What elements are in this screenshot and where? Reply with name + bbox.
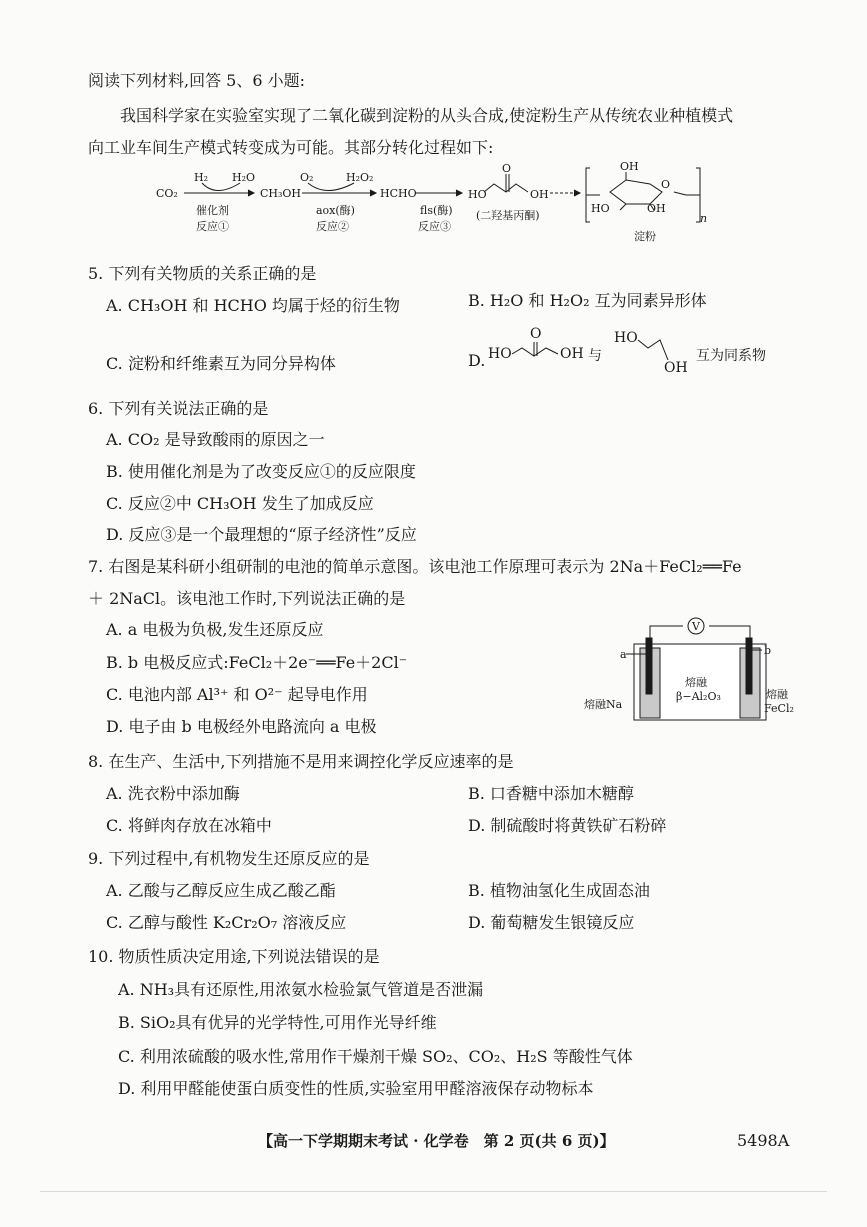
starch-name-label: 淀粉	[634, 230, 656, 243]
reaction1-curve	[202, 183, 240, 191]
question-5-option-b: B. H₂O 和 H₂O₂ 互为同素异形体	[468, 291, 707, 310]
question-7-option-d: D. 电子由 b 电极经外电路流向 a 电极	[106, 717, 377, 736]
reaction1-arrowhead	[248, 190, 254, 196]
question-8-stem: 8. 在生产、生活中,下列措施不是用来调控化学反应速率的是	[88, 752, 514, 771]
question-6-option-b: B. 使用催化剂是为了改变反应①的反应限度	[106, 462, 416, 481]
battery-diagram	[582, 612, 804, 732]
material-text-line1: 我国科学家在实验室实现了二氧化碳到淀粉的从头合成,使淀粉生产从传统农业种植模式	[120, 106, 734, 125]
question-7-stem-line2: ＋ 2NaCl。该电池工作时,下列说法正确的是	[88, 589, 406, 608]
electrolyte-label-line1: 熔融	[685, 676, 707, 689]
electrode-a-label: a	[620, 648, 627, 661]
starch-ho-bond	[620, 204, 626, 210]
question-9-option-d: D. 葡萄糖发生银镜反应	[468, 913, 635, 932]
question-6-option-d: D. 反应③是一个最理想的“原子经济性”反应	[106, 525, 417, 544]
d-oh1-label: OH	[560, 346, 584, 362]
hcho-label: HCHO	[380, 187, 417, 200]
starch-oh-label: OH	[620, 160, 639, 173]
dha-carbonyl-o-label: O	[502, 162, 512, 175]
h2o-label: H₂O	[232, 171, 256, 184]
footer-divider	[40, 1191, 827, 1192]
question-10-stem: 10. 物质性质决定用途,下列说法错误的是	[88, 947, 380, 966]
fls-enzyme-label: fls(酶)	[420, 204, 453, 217]
dha-name-label: (二羟基丙酮)	[476, 209, 540, 222]
footer-title: 【高一下学期期末考试 · 化学卷 第 2 页(共 6 页)】	[258, 1132, 615, 1150]
question-6-option-a: A. CO₂ 是导致酸雨的原因之一	[106, 430, 325, 449]
electrode-b-label: b	[764, 644, 772, 657]
reading-instruction: 阅读下列材料,回答 5、6 小题:	[88, 71, 306, 90]
electrode-b	[746, 638, 752, 694]
question-10-option-c: C. 利用浓硫酸的吸水性,常用作干燥剂干燥 SO₂、CO₂、H₂S 等酸性气体	[118, 1047, 633, 1066]
reaction2-arrowhead	[370, 190, 376, 196]
reaction1-label: 反应①	[196, 220, 229, 233]
question-5-option-c: C. 淀粉和纤维素互为同分异构体	[106, 354, 336, 373]
starch-ring	[610, 180, 662, 204]
molten-na-label: 熔融Na	[584, 698, 623, 711]
starch-ho-label: HO	[591, 202, 610, 215]
question-7-stem-line1: 7. 右图是某科研小组研制的电池的简单示意图。该电池工作原理可表示为 2Na＋FeCl₂══Fe	[88, 557, 742, 576]
question-10-option-b: B. SiO₂具有优异的光学特性,可用作光导纤维	[118, 1013, 437, 1032]
molten-fecl2-label-line2: FeCl₂	[764, 702, 794, 715]
question-9-option-c: C. 乙醇与酸性 K₂Cr₂O₇ 溶液反应	[106, 913, 347, 932]
h2-label: H₂	[194, 171, 209, 184]
molten-fecl2-label-line1: 熔融	[766, 688, 788, 701]
d-suffix-label: 互为同系物	[696, 348, 766, 364]
catalyst-label: 催化剂	[196, 204, 229, 217]
starch-ring-o-label: O	[661, 178, 671, 191]
material-text-line2: 向工业车间生产模式转变成为可能。其部分转化过程如下:	[88, 138, 494, 157]
question-10-option-a: A. NH₃具有还原性,用浓氨水检验氯气管道是否泄漏	[118, 980, 484, 999]
question-9-option-b: B. 植物油氢化生成固态油	[468, 881, 650, 900]
voltmeter-label: V	[692, 620, 700, 633]
electrode-a	[646, 638, 652, 694]
question-7-option-b: B. b 电极反应式:FeCl₂＋2e⁻══Fe＋2Cl⁻	[106, 653, 408, 672]
question-5-option-d-prefix: D.	[468, 351, 486, 370]
co2-label: CO₂	[156, 187, 178, 200]
question-5-option-a: A. CH₃OH 和 HCHO 均属于烃的衍生物	[106, 296, 400, 315]
reaction2-curve	[308, 183, 354, 191]
reaction2-label: 反应②	[316, 220, 349, 233]
o2-label: O₂	[300, 171, 314, 184]
question-7-option-c: C. 电池内部 Al³⁺ 和 O²⁻ 起导电作用	[106, 685, 368, 704]
question-9-option-a: A. 乙酸与乙醇反应生成乙酸乙酯	[106, 881, 336, 900]
dashed-arrowhead	[574, 190, 580, 196]
d-ho2-label: HO	[614, 330, 638, 346]
question-8-option-b: B. 口香糖中添加木糖醇	[468, 784, 634, 803]
question-7-option-a: A. a 电极为负极,发生还原反应	[106, 620, 324, 639]
dha-oh-label: OH	[530, 188, 549, 201]
d-with-label: 与	[588, 348, 602, 364]
reaction3-arrowhead	[456, 190, 462, 196]
dha-ho-label: HO	[468, 188, 487, 201]
starch-oh2-label: OH	[647, 202, 666, 215]
question-9-stem: 9. 下列过程中,有机物发生还原反应的是	[88, 849, 370, 868]
d-structure1-bonds	[512, 348, 558, 356]
question-6-stem: 6. 下列有关说法正确的是	[88, 399, 269, 418]
footer-code: 5498A	[737, 1131, 790, 1150]
question-6-option-c: C. 反应②中 CH₃OH 发生了加成反应	[106, 494, 374, 513]
question-5-stem: 5. 下列有关物质的关系正确的是	[88, 264, 317, 283]
synthesis-scheme-diagram	[150, 150, 710, 245]
d-carbonyl-o-label: O	[530, 326, 542, 342]
reaction3-label: 反应③	[418, 220, 451, 233]
h2o2-label: H₂O₂	[346, 171, 374, 184]
question-5-option-d-structures	[488, 326, 798, 380]
question-10-option-d: D. 利用甲醛能使蛋白质变性的性质,实验室用甲醛溶液保存动物标本	[118, 1079, 594, 1098]
ch3oh-label: CH₃OH	[260, 187, 302, 200]
d-ho1-label: HO	[488, 346, 512, 362]
starch-n-label: n	[700, 212, 708, 225]
starch-glycosidic-bond	[674, 192, 686, 195]
question-8-option-c: C. 将鲜肉存放在冰箱中	[106, 816, 272, 835]
electrolyte-label-line2: β−Al₂O₃	[676, 690, 721, 703]
aox-enzyme-label: aox(酶)	[316, 204, 355, 217]
question-8-option-d: D. 制硫酸时将黄铁矿石粉碎	[468, 816, 667, 835]
d-structure2-bonds	[638, 340, 668, 360]
d-oh2-label: OH	[664, 360, 688, 376]
question-8-option-a: A. 洗衣粉中添加酶	[106, 784, 240, 803]
